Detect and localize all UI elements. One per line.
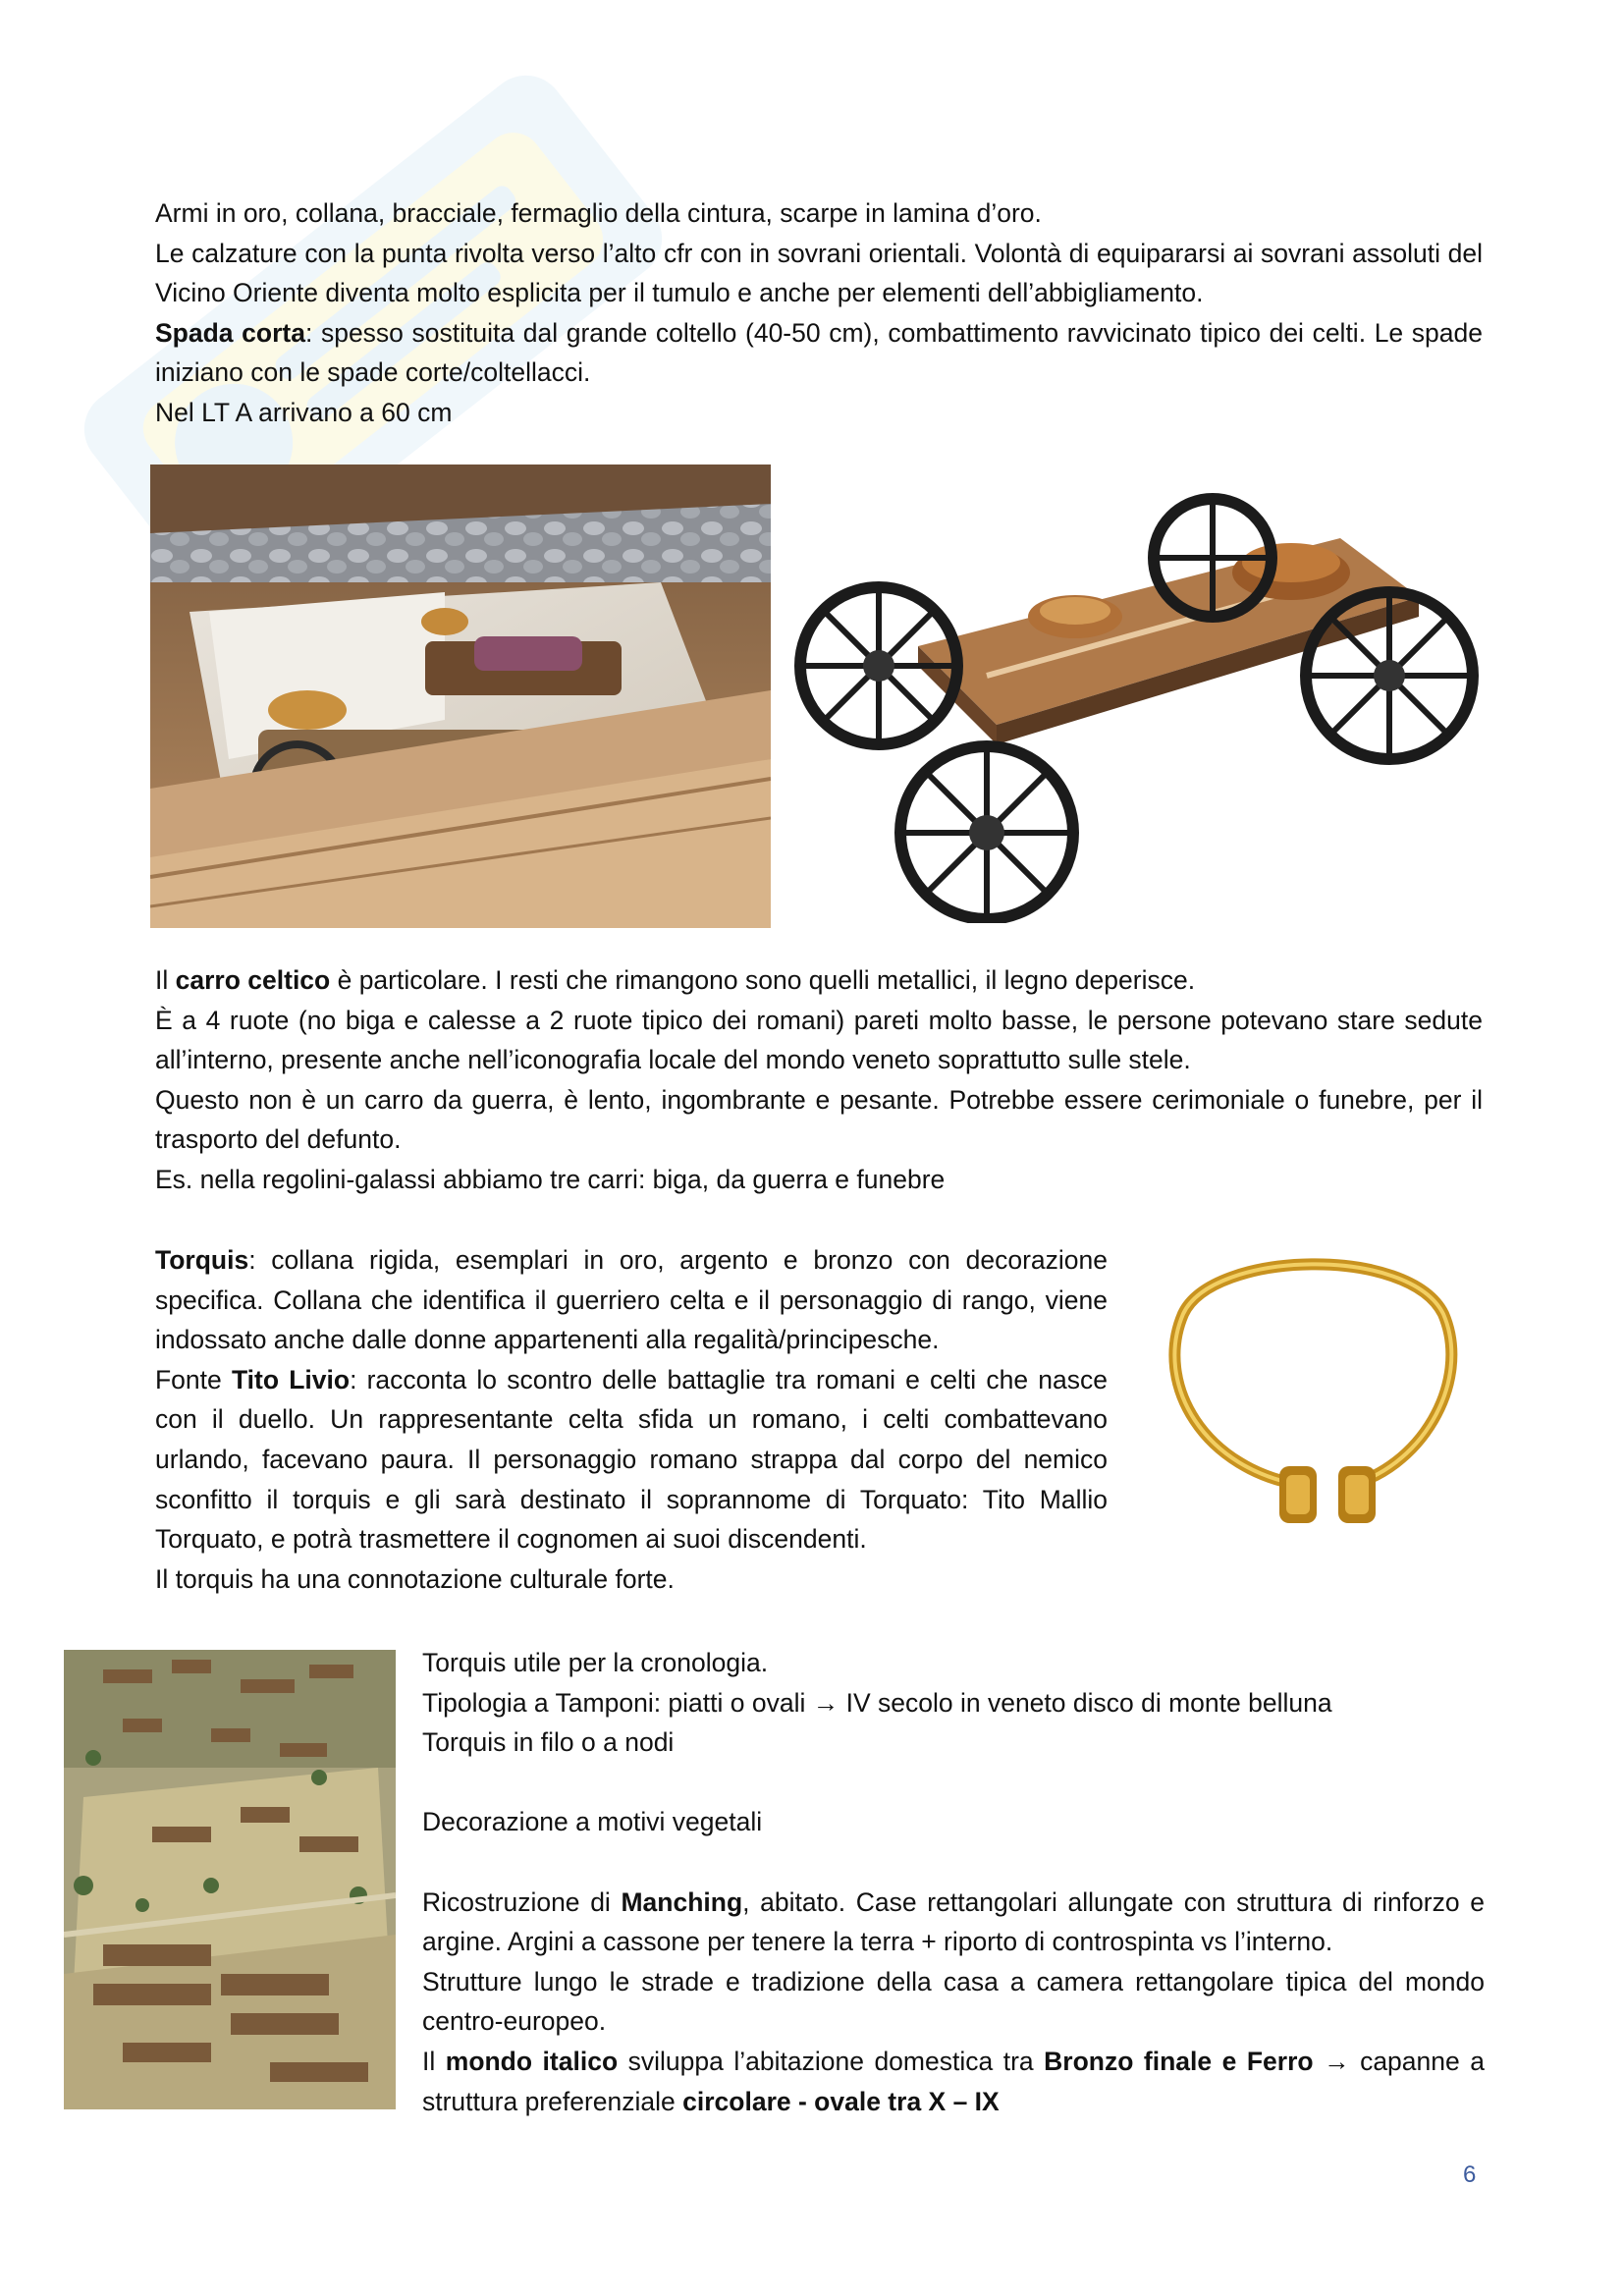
tomb-reconstruction-photo [150,465,771,928]
paragraph-armi: Armi in oro, collana, bracciale, fermaglio della cintura, scarpe in lamina d’oro. [155,198,1042,228]
intro-text-block [155,193,1483,433]
arrow-right-icon: → [812,1687,839,1718]
line-cronologia: Torquis utile per la cronologia. [422,1648,769,1677]
blank-line [422,1842,1485,1883]
paragraph-torquis: Torquis: collana rigida, esemplari in oro, argento e bronzo con decorazione specifica. Collana che identifica il guerriero celta e il personaggio di rango, viene indossato anche dalle donne appartenenti alla regalità/principesche. [155,1245,1108,1355]
paragraph-ruote: È a 4 ruote (no biga e calesse a 2 ruote tipico dei romani) pareti molto basse, le persone potevano stare sedute all’interno, presente anche nell’iconografia locale del mondo veneto soprattutto sulle stele. [155,1005,1483,1075]
term-tito-livio: Tito Livio [231,1364,351,1394]
torquis-text-block [155,1240,1108,1599]
blank-line [422,1763,1485,1803]
gold-torque-photo [1144,1235,1483,1559]
term-carro-celtico: carro celtico [175,965,331,995]
celtic-wagon-photo [790,479,1483,923]
paragraph-mondo-italico: Il mondo italico sviluppa l’abitazione domestica tra Bronzo finale e Ferro → capanne a struttura preferenziale circolare - ovale tra X – IX [422,2046,1485,2116]
paragraph-strutture: Strutture lungo le strade e tradizione della casa a camera rettangolare tipica del mondo centro-europeo. [422,1966,1485,2037]
line-tipologia-tamponi: Tipologia a Tamponi: piatti o ovali → IV secolo in veneto disco di monte belluna [422,1687,1332,1718]
paragraph-carro-celtico: Il carro celtico è particolare. I resti che rimangono sono quelli metallici, il legno deperisce. [155,965,1196,995]
term-mondo-italico: mondo italico [445,2046,619,2076]
term-spada-corta: Spada corta [155,317,305,348]
carro-text-block [155,960,1483,1200]
manching-aerial-model-photo [64,1650,396,2109]
page-number: 6 [1463,2161,1477,2188]
line-filo-nodi: Torquis in filo o a nodi [422,1727,675,1758]
arrow-right-icon: → [1324,2046,1350,2076]
paragraph-non-da-guerra: Questo non è un carro da guerra, è lento, ingombrante e pesante. Potrebbe essere cerimoniale o funebre, per il trasporto del defunto. [155,1084,1483,1155]
paragraph-connotazione: Il torquis ha una connotazione culturale forte. [155,1563,675,1594]
manching-text-block [422,1643,1485,2121]
paragraph-manching: Ricostruzione di Manching, abitato. Case rettangolari allungate con struttura di rinforzo e argine. Argini a cassone per tenere la terra + riporto di controspinta vs l’interno. [422,1886,1486,1957]
term-manching: Manching [621,1886,743,1917]
term-torquis: Torquis [155,1245,249,1275]
paragraph-lt-a: Nel LT A arrivano a 60 cm [155,397,453,427]
paragraph-tito-livio: Fonte Tito Livio: racconta lo scontro delle battaglie tra romani e celti che nasce con il duello. Un rappresentante celta sfida un romano, i celti combattevano urlando, facevano paura. Il personaggio romano strappa dal corpo del nemico sconfitto il torquis e gli sarà destinato il soprannome di Torquato: Tito Mallio Torquato, e potrà trasmettere il cognomen ai suoi discendenti. [155,1364,1108,1555]
paragraph-spada: Spada corta: spesso sostituita dal grande coltello (40-50 cm), combattimento ravvicinato tipico dei celti. Le spade iniziano con le spade corte/coltellacci. [155,317,1483,388]
term-bronzo-ferro: Bronzo finale e Ferro [1044,2046,1314,2076]
term-circolare-ovale: circolare - ovale tra X – IX [682,2086,1000,2116]
paragraph-calzature: Le calzature con la punta rivolta verso l’alto cfr con in sovrani orientali. Volontà di equipararsi ai sovrani assoluti del Vicino Oriente diventa molto esplicita per il tumulo e anche per elementi dell’abbigliamento. [155,238,1483,308]
paragraph-regolini-galassi: Es. nella regolini-galassi abbiamo tre carri: biga, da guerra e funebre [155,1164,946,1194]
line-decorazione: Decorazione a motivi vegetali [422,1807,763,1837]
